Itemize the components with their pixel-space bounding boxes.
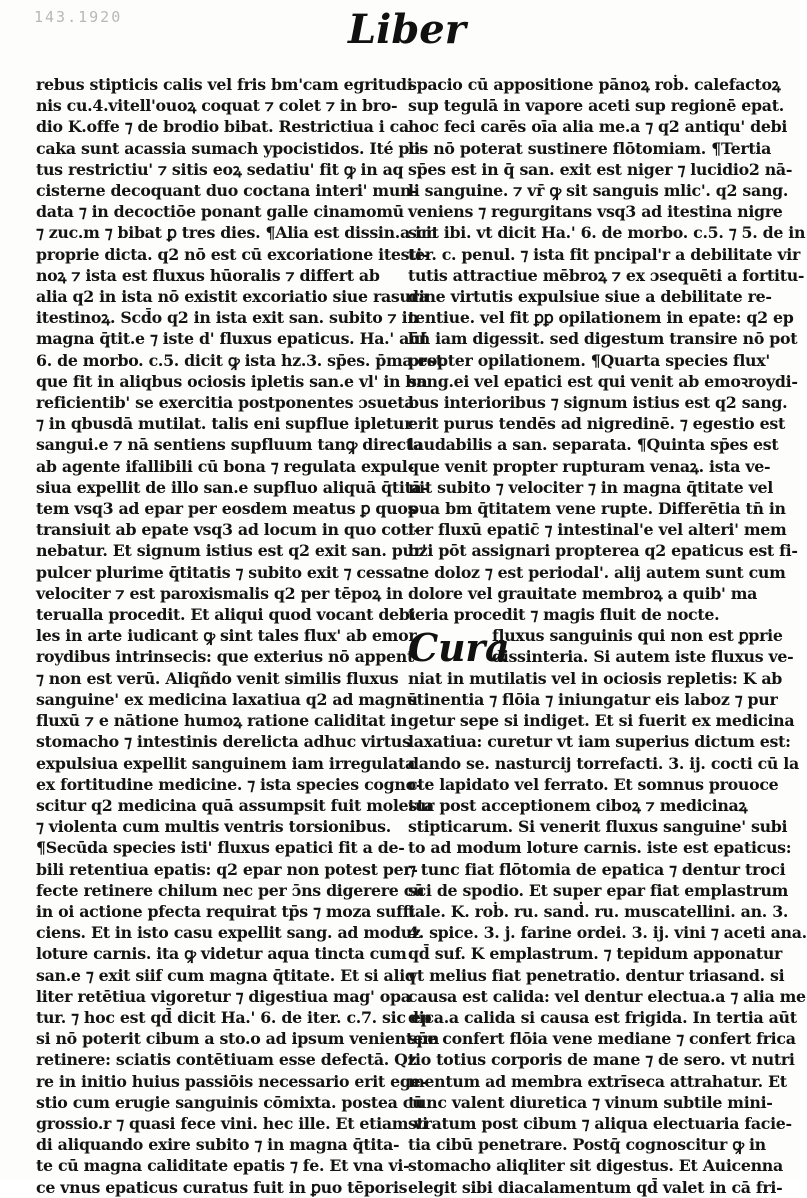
text-line: ¶Secūda species isti' fluxus epatici fit a de-: [36, 838, 405, 858]
text-line: di aliquando exire subito ⁊ in magna q̄tita-: [36, 1135, 400, 1155]
text-line: to ad modum loture carnis. iste est epaticus:: [408, 838, 792, 858]
text-line: noꝝ ⁊ ista est fluxus hūoralis ⁊ differt ab: [36, 265, 380, 285]
cura-initial: Cura: [408, 625, 510, 671]
text-line: cte lapidato vel ferrato. Et somnus prouoce: [408, 774, 779, 794]
text-line: data ⁊ in decoctiōe ponant galle cinamomū: [36, 202, 404, 222]
text-line: tur post acceptionem ciboꝝ ⁊ medicinaꝝ: [408, 795, 748, 815]
text-line: dine virtutis expulsiue siue a debilitate re-: [408, 287, 772, 307]
text-line: expulsiua expellit sanguinem iam irregulata: [36, 753, 415, 773]
text-line: elegit sibi diacalamentum qd̄ valet in cā fri-: [408, 1177, 783, 1197]
text-line: proprie dicta. q2 nō est cū excoriatione itesti-: [36, 244, 429, 264]
text-line: scit ibi. vt dicit Ha.' 6. de morbo. c.5. ⁊ 5. de in: [408, 223, 806, 243]
text-line: siua expellit de illo san.e supfluo aliquā q̄titā-: [36, 477, 428, 497]
text-line: roydibus intrinsecis: que exterius nō appent: [36, 647, 414, 667]
text-line: terualla procedit. Et aliqui quod vocant debi: [36, 605, 416, 625]
text-line: tus restrictiu' ⁊ sitis eoꝝ sedatiu' fit ꝙ in aq: [36, 159, 404, 179]
text-line: bus interioribus ⁊ signum istius est q2 sang.: [408, 393, 788, 413]
running-head: Liber: [348, 6, 466, 53]
text-line: ⁊ in qbusdā mutilat. talis eni supflue ipletur: [36, 414, 413, 434]
text-line: spacio cū appositione pānoꝝ roḃ. calefactoꝝ: [408, 75, 781, 94]
text-line: rebus stipticis calis vel fris bm'cam egritudi: [36, 75, 413, 94]
text-line: tio totius corporis de mane ⁊ de sero. vt nutri: [408, 1050, 795, 1070]
text-line: vt melius fiat penetratio. dentur triasand. si: [408, 965, 785, 985]
text-line: lis nō poterat sustinere flōtomiam. ¶Tertia: [408, 138, 772, 158]
text-line: sup tegulā in vapore aceti sup regionē epat.: [408, 96, 784, 116]
text-line: propter opilationem. ¶Quarta species flux': [408, 350, 770, 370]
text-line: alia q2 in ista nō existit excoriatio siue rasura: [36, 287, 429, 307]
text-line: tunc valent diuretica ⁊ vinum subtile mini-: [408, 1092, 773, 1112]
text-line: retinere: sciatis contētiuam esse defectā. Qz: [36, 1050, 417, 1070]
text-line: hoc feci carēs oīa alia me.a ⁊ q2 antiqu' debi: [408, 117, 788, 137]
text-line: caka sunt acassia sumach ypocistidos. Ité po-: [36, 138, 426, 158]
text-line: pua bm q̄titatem vene rupte. Differētia tn̄ in: [408, 499, 786, 519]
text-line: ab agente ifallibili cū bona ⁊ regulata expul-: [36, 456, 414, 476]
text-line: re in initio huius passiōis necessario erit ege-: [36, 1071, 427, 1091]
left-column: [36, 74, 443, 1198]
text-line: teria procedit ⁊ magis fluit de nocte.: [408, 605, 720, 625]
text-line: ce vnus epaticus curatus fuit in ꝑuo tēporis: [36, 1177, 408, 1197]
text-line: velociter ⁊ est paroxismalis q2 per tēpoꝝ in: [36, 583, 403, 603]
text-line: scitur q2 medicina quā assumpsit fuit molesta: [36, 795, 434, 815]
text-line: 4. spice. 3. j. farine ordei. 3. ij. vini ⁊ aceti ana.: [408, 923, 807, 943]
text-line: itestinoꝝ. Scd̄o q2 in ista exit san. subito ⁊ in: [36, 308, 419, 328]
text-line: nis cu.4.vitell'ouoꝝ coquat ⁊ colet ⁊ in bro-: [36, 96, 398, 116]
text-line: transiuit ab epate vsq3 ad locum in quo coti-: [36, 520, 420, 540]
text-line: loture carnis. ita ꝙ videtur aqua tincta cum: [36, 944, 407, 964]
text-line: nit subito ⁊ velociter ⁊ in magna q̄titate vel: [408, 477, 773, 497]
right-column: [408, 74, 807, 1198]
text-line: magna q̄tit.e ⁊ iste d' fluxus epaticus. Ha.' aūt: [36, 329, 428, 349]
text-line: tem vsq3 ad epar per eosdem meatus ꝑ quos: [36, 499, 417, 519]
text-line: fluxus sanguinis qui non est ꝑprie: [492, 626, 783, 646]
text-line: reficientib' se exercitia postponentes ɔsueta: [36, 393, 415, 413]
text-line: stinentia ⁊ flōia ⁊ iniungatur eis laboz ⁊ pur: [408, 689, 778, 709]
text-line: qd̄ suf. K emplastrum. ⁊ tepidum apponatur: [408, 944, 783, 964]
text-line: laudabilis a san. separata. ¶Quinta sp̄es est: [408, 435, 779, 455]
text-line: getur sepe si indiget. Et si fuerit ex medicina: [408, 711, 795, 731]
text-line: nebatur. Et signum istius est q2 exit san. pur': [36, 541, 427, 561]
text-line: 6. de morbo. c.5. dicit ꝙ ista hz.3. sp̄es. p̄ma est: [36, 350, 443, 370]
text-line: ⁊ tunc fiat flōtomia de epatica ⁊ dentur troci: [408, 859, 786, 879]
text-line: bzi pōt assignari propterea q2 epaticus est fi-: [408, 541, 798, 561]
text-line: sanguine' ex medicina laxatiua q2 ad magnū: [36, 689, 418, 709]
text-line: niat in mutilatis vel in ociosis repletis: K ab: [408, 668, 783, 688]
text-line: ne doloz ⁊ est periodal'. alij autem sunt cum: [408, 562, 786, 582]
right-column-top: [408, 74, 806, 625]
text-line: sp̄e confert flōia vene mediane ⁊ confert frica: [408, 1029, 796, 1049]
text-line: grossio.r ⁊ quasi fece vini. hec ille. Et etiam vi: [36, 1113, 428, 1133]
text-line: stipticarum. Si venerit fluxus sanguine' subi: [408, 817, 788, 837]
text-line: causa est calida: vel dentur electua.a ⁊ alia me: [408, 986, 806, 1006]
text-line: dio K.offe ⁊ de brodio bibat. Restrictiua i ca: [36, 117, 409, 137]
text-line: tale. K. roḃ. ru. sanḋ. ru. muscatellini. an. 3.: [408, 901, 789, 921]
text-line: te cū magna caliditate epatis ⁊ fe. Et vna vi-: [36, 1156, 410, 1176]
text-line: fluxū ⁊ e nātione humoꝝ ratione caliditat in: [36, 711, 408, 731]
text-line: fecte retinere chilum nec per ɔ̄ns digerere cū: [36, 880, 425, 900]
text-line: mentum ad membra extrīseca attrahatur. Et: [408, 1071, 787, 1091]
cura-section: [408, 625, 794, 671]
text-line: dolore vel grauitate membroꝝ a quib' ma: [408, 583, 758, 603]
text-line: sangui.e ⁊ nā sentiens supfluum tanꝙ directa: [36, 435, 423, 455]
text-line: tia cibū penetrare. Postq̄ cognoscitur ꝙ in: [408, 1135, 766, 1155]
text-line: tur. ⁊ hoc est qd̄ dicit Ha.' 6. de iter. c.7. sic ep: [36, 1007, 432, 1027]
text-line: pulcer plurime q̄titatis ⁊ subito exit ⁊ cessat: [36, 562, 410, 582]
text-line: bn̄ iam digessit. sed digestum transire nō pot: [408, 329, 798, 349]
text-line: ex fortitudine medicine. ⁊ ista species cogno-: [36, 774, 423, 794]
text-line: stio cum erugie sanguinis cōmixta. postea cū: [36, 1092, 424, 1112]
text-line: erit purus tendēs ad nigredinē. ⁊ egestio est: [408, 414, 785, 434]
text-line: ⁊ non est verū. Aliqñdo venit similis fluxus: [36, 668, 399, 688]
text-line: ⁊ violenta cum multis ventris torsionibus.: [36, 817, 391, 837]
text-line: in oi actione pfecta requirat tp̄s ⁊ moza suffi: [36, 901, 415, 921]
text-line: stomacho ⁊ intestinis derelicta adhuc virtus: [36, 732, 411, 752]
text-line: ⁊ zuc.m ⁊ bibat ꝑ tres dies. ¶Alia est dissin.a im: [36, 223, 438, 243]
text-line: que venit propter rupturam venaꝝ. ista ve-: [408, 456, 771, 476]
text-line: li sanguine. ⁊ vr̄ ꝙ sit sanguis mlic'. q2 sang.: [408, 181, 789, 201]
text-line: bili retentiua epatis: q2 epar non potest per-: [36, 859, 418, 879]
text-line: tutis attractiue mēbroꝝ ⁊ ex ɔsequēti a fortitu-: [408, 265, 805, 285]
text-line: stomacho aliqliter sit digestus. Et Auicenna: [408, 1156, 783, 1176]
text-line: sang.ei vel epatici est qui venit ab emoꝛroydi-: [408, 371, 798, 391]
text-line: sp̄es est in q̄ san. exit est niger ⁊ lucidio2 nā-: [408, 159, 793, 179]
text-line: cisterne decoquant duo coctana interi' mun-: [36, 181, 418, 201]
text-line: que fit in aliqbus ociosis ipletis san.e vl' in bn: [36, 371, 428, 391]
text-line: dica.a calida si causa est frigida. In tertia aūt: [408, 1007, 797, 1027]
text-line: laxatiua: curetur vt iam superius dictum est:: [408, 732, 791, 752]
text-line: sci de spodio. Et super epar fiat emplastrum: [408, 880, 789, 900]
text-line: veniens ⁊ regurgitans vsq3 ad itestina nigre: [408, 202, 783, 222]
text-line: dissinteria. Si autem iste fluxus ve-: [492, 647, 794, 667]
text-line: san.e ⁊ exit siif cum magna q̄titate. Et si aliq: [36, 965, 416, 985]
text-line: stratum post cibum ⁊ aliqua electuaria facie-: [408, 1113, 792, 1133]
text-line: ciens. Et in isto casu expellit sang. ad moduz: [36, 923, 421, 943]
text-line: tentiue. vel fit ꝑꝑ opilationem in epate: q2 ep: [408, 308, 794, 328]
text-line: liter retētiua vigoretur ⁊ digestiua mag' opa: [36, 986, 411, 1006]
text-line: ter. c. penul. ⁊ ista fit pncipal'r a debilitate vir: [408, 244, 801, 264]
archive-stamp: 143.1920: [34, 8, 123, 26]
text-line: si nō poterit cibum a sto.o ad ipsum venientem: [36, 1029, 439, 1049]
text-line: les in arte iudicant ꝙ sint tales flux' ab emor: [36, 626, 417, 646]
text-line: ter fluxū epatic̄ ⁊ intestinal'e vel alteri' mem: [408, 520, 787, 540]
right-column-bottom: [408, 668, 807, 1198]
text-line: dando se. nasturcij torrefacti. 3. ij. cocti cū la: [408, 753, 799, 773]
